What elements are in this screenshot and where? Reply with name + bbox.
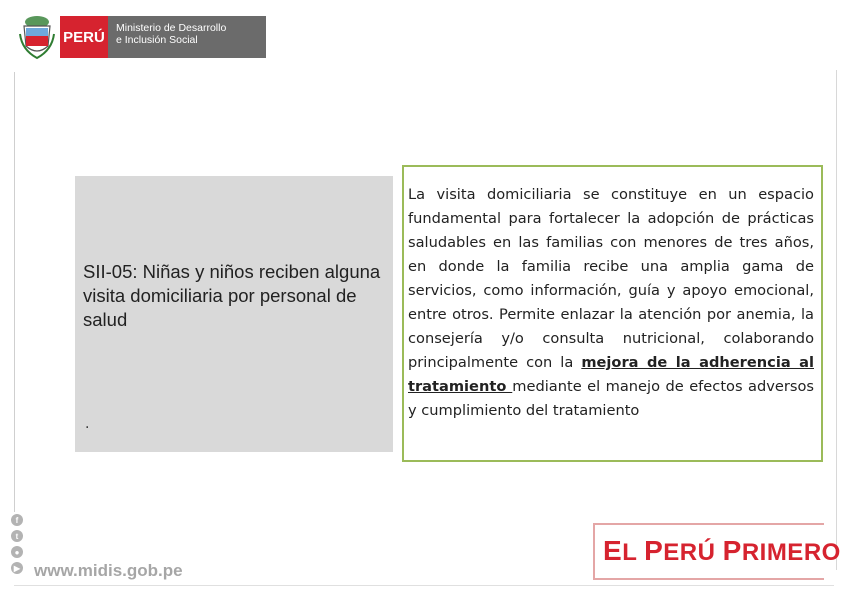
frame-bottom-line xyxy=(14,585,834,586)
description-box xyxy=(402,165,823,462)
twitter-icon[interactable]: t xyxy=(11,530,23,542)
flickr-icon[interactable]: ● xyxy=(11,546,23,558)
youtube-icon[interactable]: ▶ xyxy=(11,562,23,574)
slogan-eru: ERÚ xyxy=(663,539,723,566)
logo-ministry-line2: e Inclusión Social xyxy=(116,34,198,46)
indicator-dot: . xyxy=(85,416,90,432)
social-icons xyxy=(11,514,25,578)
logo-ministry-name xyxy=(108,16,266,58)
logo-country: PERÚ xyxy=(60,16,108,58)
indicator-box xyxy=(75,176,393,452)
facebook-icon[interactable]: f xyxy=(11,514,23,526)
el-peru-primero-logo xyxy=(593,523,841,578)
description-text xyxy=(408,183,814,423)
website-link[interactable]: www.midis.gob.pe xyxy=(34,561,183,580)
ministry-logo[interactable] xyxy=(60,16,266,58)
national-shield-icon xyxy=(18,14,56,60)
slogan-text xyxy=(603,535,841,567)
slogan-l: L xyxy=(622,539,645,566)
slogan-p2: P xyxy=(722,535,742,566)
header xyxy=(0,0,842,70)
indicator-title: SII-05: Niñas y niños reciben alguna visita domiciliaria por personal de salud xyxy=(83,261,381,330)
slogan-rimero: RIMERO xyxy=(741,539,841,566)
frame-left-line xyxy=(14,72,15,512)
slogan-e: E xyxy=(603,535,623,566)
slogan-p1: P xyxy=(644,535,664,566)
logo-ministry-line1: Ministerio de Desarrollo xyxy=(116,22,227,34)
description-text-start: La visita domiciliaria se constituye en un espacio fundamental para fortalecer la adopción de prácticas saludables en las familias con menores de tres años, en donde la familia recibe una amplia gama de servicios, como información, guía y apoyo emocional, entre otros. Permite enlazar la atención por anemia, la consejería y/o consulta nutricional, colaborando principalmente con la xyxy=(408,186,814,371)
description-text-end: mediante el manejo de efectos adversos y cumplimiento del tratamiento xyxy=(408,378,814,419)
description-emphasis: mejora de la adherencia al tratamiento xyxy=(408,354,814,395)
frame-right-line xyxy=(836,70,837,570)
